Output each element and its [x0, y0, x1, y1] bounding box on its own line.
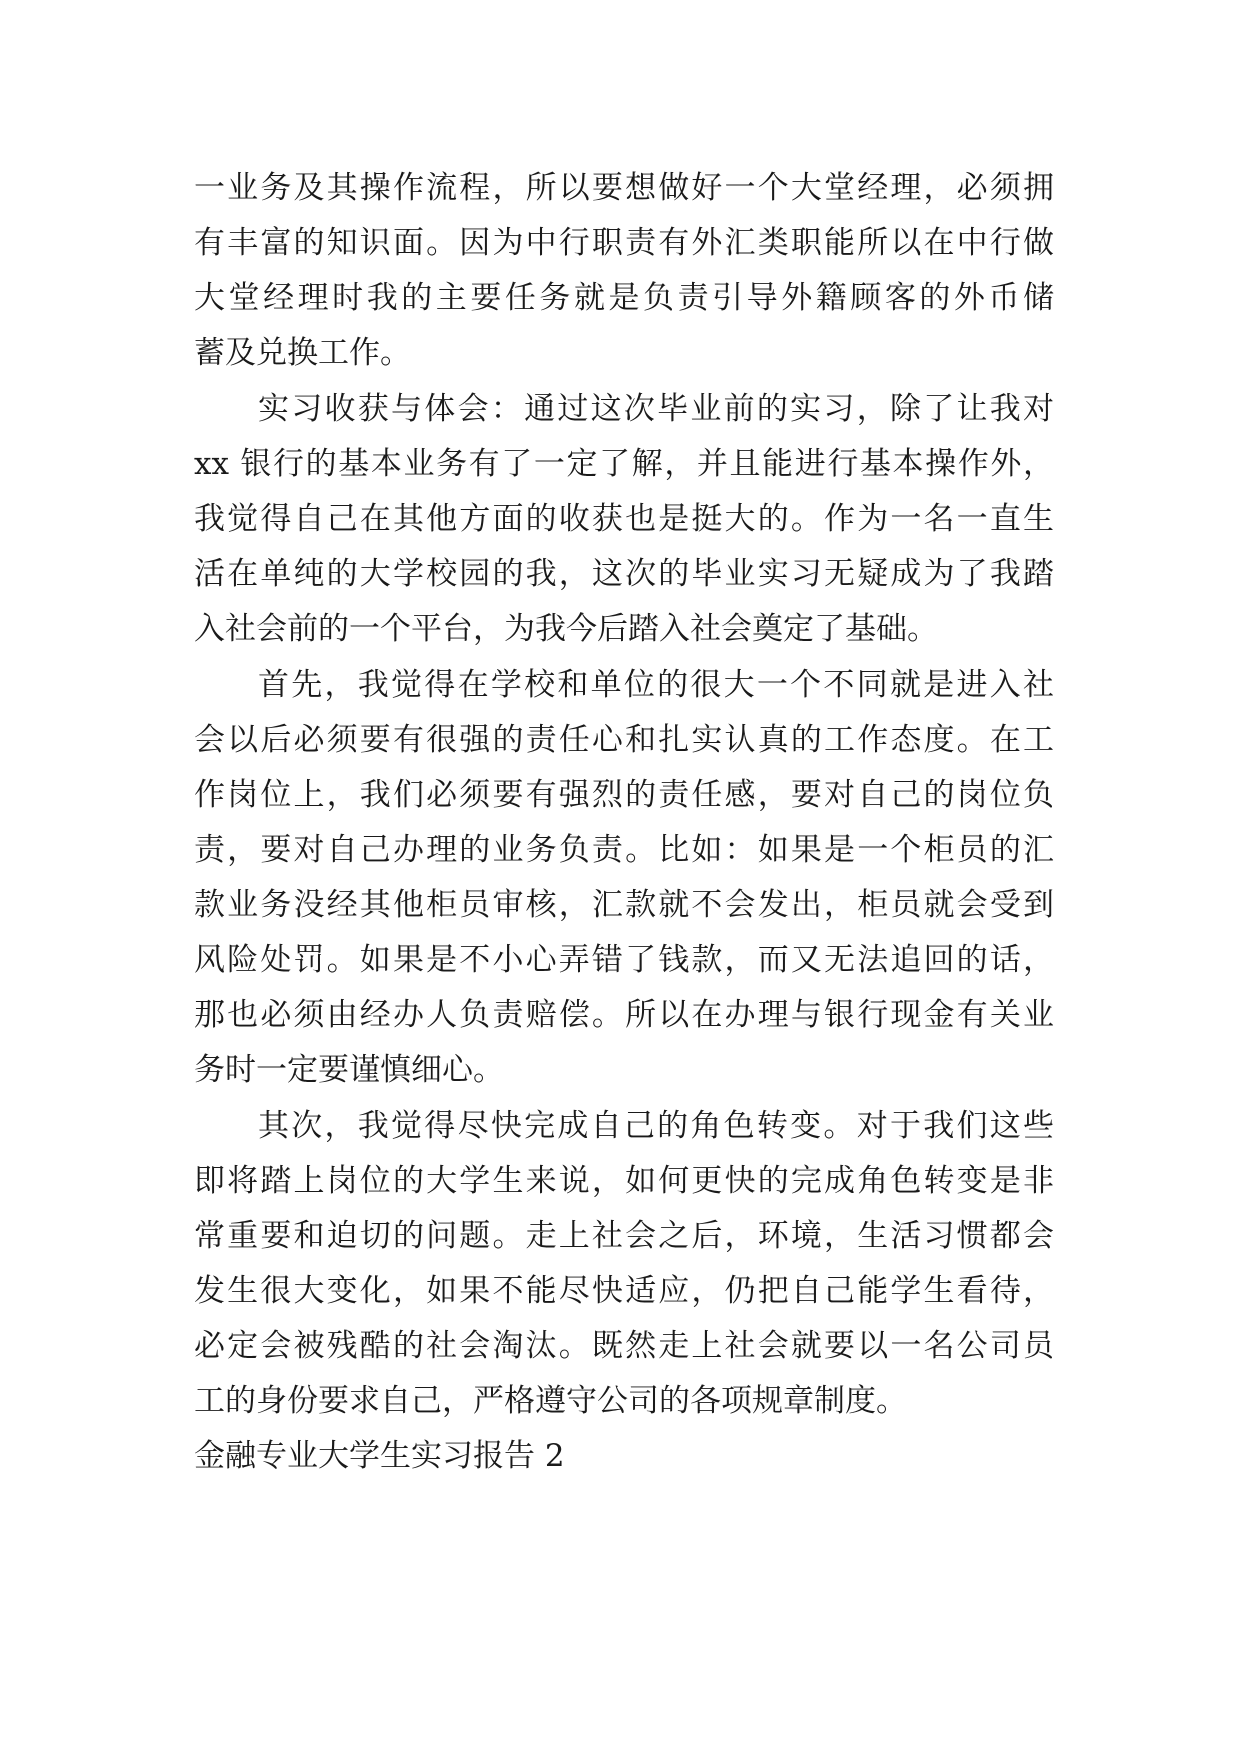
paragraph-line: 首先，我觉得在学校和单位的很大一个不同就是进入社 [258, 667, 1054, 703]
paragraph-line: xx 银行的基本业务有了一定了解，并且能进行基本操作外， [194, 446, 1054, 482]
paragraph-line: 必定会被残酷的社会淘汰。既然走上社会就要以一名公司员 [194, 1328, 1054, 1364]
paragraph-line: 一业务及其操作流程，所以要想做好一个大堂经理，必须拥 [194, 170, 1054, 206]
section-heading: 金融专业大学生实习报告 2 [194, 1438, 565, 1474]
paragraph-line: 入社会前的一个平台，为我今后踏入社会奠定了基础。 [194, 611, 938, 647]
paragraph-line: 发生很大变化，如果不能尽快适应，仍把自己能学生看待， [194, 1273, 1054, 1309]
paragraph-line: 风险处罚。如果是不小心弄错了钱款，而又无法追回的话， [194, 942, 1054, 978]
paragraph-line: 其次，我觉得尽快完成自己的角色转变。对于我们这些 [258, 1108, 1054, 1144]
paragraph-line: 工的身份要求自己，严格遵守公司的各项规章制度。 [194, 1383, 907, 1419]
paragraph-line: 大堂经理时我的主要任务就是负责引导外籍顾客的外币储 [194, 280, 1054, 316]
paragraph-line: 常重要和迫切的问题。走上社会之后，环境，生活习惯都会 [194, 1218, 1054, 1254]
paragraph-line: 那也必须由经办人负责赔偿。所以在办理与银行现金有关业 [194, 997, 1054, 1033]
paragraph-line: 即将踏上岗位的大学生来说，如何更快的完成角色转变是非 [194, 1163, 1054, 1199]
paragraph-line: 活在单纯的大学校园的我，这次的毕业实习无疑成为了我踏 [194, 556, 1054, 592]
paragraph-line: 我觉得自己在其他方面的收获也是挺大的。作为一名一直生 [194, 501, 1054, 537]
paragraph-line: 蓄及兑换工作。 [194, 335, 411, 371]
paragraph-line: 有丰富的知识面。因为中行职责有外汇类职能所以在中行做 [194, 225, 1054, 261]
paragraph-line: 会以后必须要有很强的责任心和扎实认真的工作态度。在工 [194, 722, 1054, 758]
paragraph-line: 款业务没经其他柜员审核，汇款就不会发出，柜员就会受到 [194, 887, 1054, 923]
paragraph-line: 实习收获与体会：通过这次毕业前的实习，除了让我对 [258, 391, 1054, 427]
paragraph-line: 作岗位上，我们必须要有强烈的责任感，要对自己的岗位负 [194, 777, 1054, 813]
paragraph-line: 责，要对自己办理的业务负责。比如：如果是一个柜员的汇 [194, 832, 1054, 868]
paragraph-line: 务时一定要谨慎细心。 [194, 1052, 504, 1088]
